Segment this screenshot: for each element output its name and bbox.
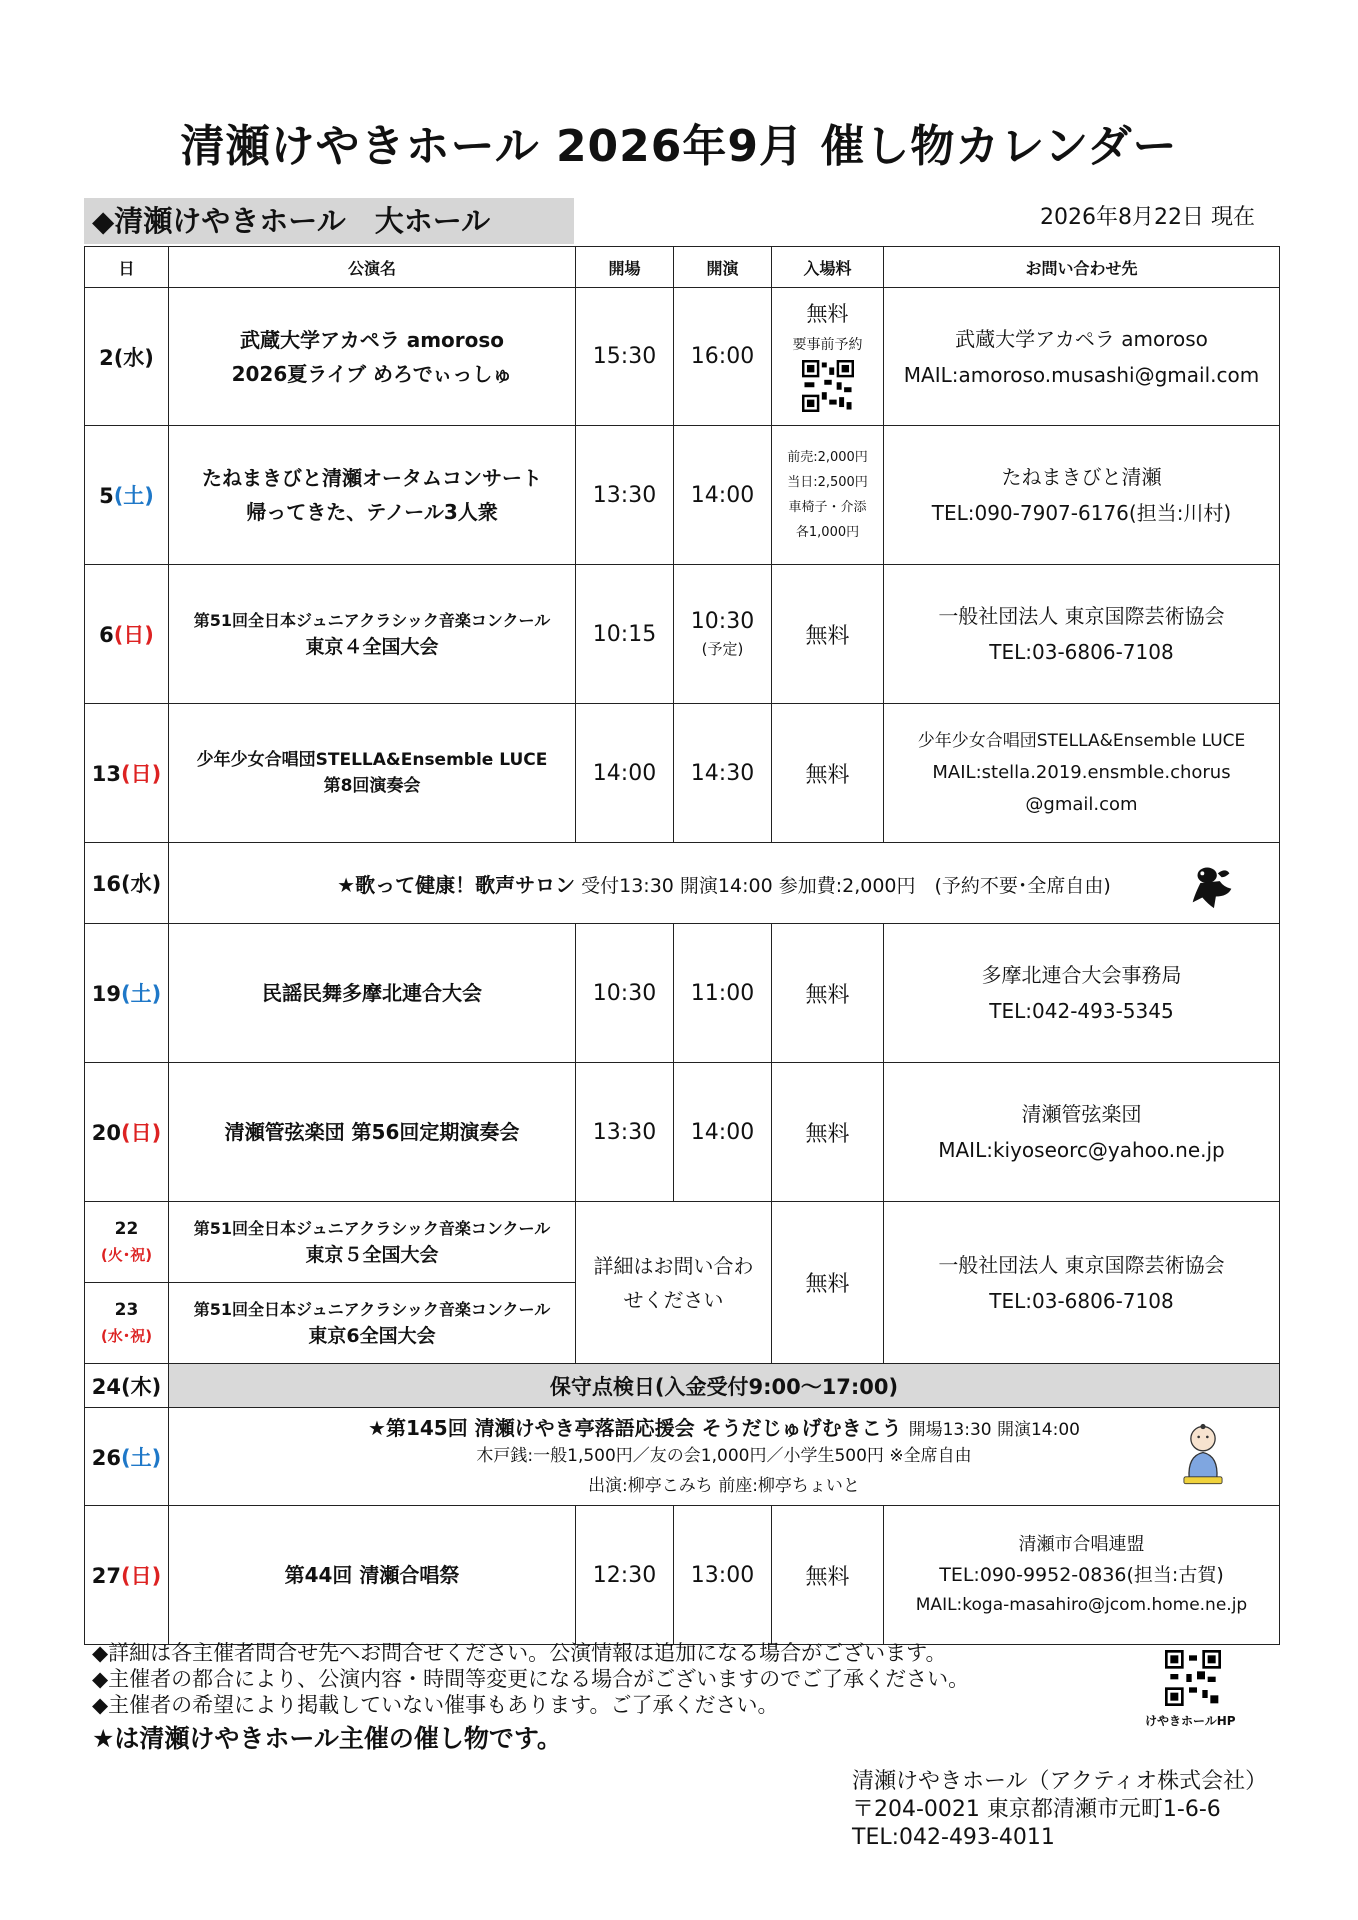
event-fee: 無料	[772, 924, 884, 1063]
event-open-time: 12:30	[576, 1506, 674, 1645]
event-name-line: 東京４全国大会	[305, 636, 439, 658]
contact-name: 清瀬市合唱連盟	[1018, 1534, 1145, 1555]
event-day	[85, 1408, 169, 1506]
event-contact	[884, 1063, 1280, 1202]
contact-phone: TEL:03-6806-7108	[989, 1288, 1174, 1313]
event-calendar-table	[84, 246, 1280, 1645]
header-start: 開演	[674, 247, 772, 288]
contact-name: 少年少女合唱団STELLA&Ensemble LUCE	[917, 731, 1246, 751]
note-star-legend: ★は清瀬けやきホール主催の催し物です。	[92, 1724, 562, 1753]
event-open-time: 14:00	[576, 704, 674, 843]
contact-name: たねまきびと清瀬	[1001, 465, 1162, 489]
event-name-line: 東京５全国大会	[305, 1244, 439, 1266]
event-start-time: 11:00	[674, 924, 772, 1063]
mascot-icon	[1183, 853, 1241, 913]
fee-label: 無料	[806, 301, 849, 326]
event-start-time: 13:00	[674, 1506, 772, 1645]
fee-line: 当日:2,500円	[787, 475, 868, 490]
weekday-label: (日)	[121, 1564, 162, 1588]
event-day: 24(木)	[85, 1364, 169, 1408]
event-fee: 無料	[772, 1063, 884, 1202]
start-time-value: 10:30	[690, 609, 755, 634]
day-number: 13	[91, 762, 122, 786]
start-time-note: (予定)	[701, 640, 744, 658]
table-header-row	[85, 247, 1280, 288]
fee-line: 各1,000円	[795, 525, 860, 540]
table-row	[85, 1364, 1280, 1408]
contact-phone: TEL:042-493-5345	[989, 999, 1174, 1023]
event-name	[169, 1283, 576, 1364]
event-name	[169, 288, 576, 426]
event-time-note: 詳細はお問い合わせください	[576, 1202, 772, 1364]
fee-note: 要事前予約	[792, 336, 863, 353]
event-name-line: 武蔵大学アカペラ amoroso	[239, 327, 505, 352]
event-fee	[772, 288, 884, 426]
day-number: 27	[91, 1564, 122, 1588]
event-contact	[884, 924, 1280, 1063]
table-row	[85, 843, 1280, 924]
day-number: 19	[91, 982, 122, 1006]
event-performer-line: 出演:柳亭こみち 前座:柳亭ちょいと	[588, 1476, 860, 1496]
footer-phone: TEL:042-493-4011	[852, 1825, 1055, 1850]
as-of-date: 2026年8月22日 現在	[1040, 205, 1255, 230]
notes-section	[92, 1640, 969, 1752]
event-name-line: 2026夏ライブ めろでぃっしゅ	[231, 361, 513, 386]
event-day	[85, 1283, 169, 1364]
event-detail: 受付13:30 開演14:00 参加費:2,000円 (予約不要･全席自由)	[581, 874, 1111, 897]
weekday-label: (水･祝)	[100, 1327, 153, 1345]
header-contact: お問い合わせ先	[884, 247, 1280, 288]
note-line: ◆主催者の都合により、公演内容・時間等変更になる場合がございますのでご了承ください。	[92, 1667, 970, 1691]
contact-name: 武蔵大学アカペラ amoroso	[955, 326, 1208, 351]
footer-address	[852, 1768, 1267, 1852]
event-contact	[884, 1506, 1280, 1645]
table-row	[85, 1063, 1280, 1202]
weekday-label: (日)	[113, 623, 154, 647]
contact-name: 一般社団法人 東京国際芸術協会	[938, 1252, 1225, 1277]
contact-name: 一般社団法人 東京国際芸術協会	[938, 604, 1225, 628]
event-contact	[884, 288, 1280, 426]
contact-email: MAIL:kiyoseorc@yahoo.ne.jp	[938, 1138, 1225, 1162]
weekday-label: (日)	[121, 762, 162, 786]
event-name	[169, 704, 576, 843]
header-day: 日	[85, 247, 169, 288]
event-name: 民謡民舞多摩北連合大会	[169, 924, 576, 1063]
weekday-label: (土)	[113, 484, 154, 508]
event-open-time: 13:30	[576, 426, 674, 565]
event-day	[85, 1202, 169, 1283]
contact-email-domain: @gmail.com	[1025, 794, 1138, 815]
day-number: 5	[99, 484, 114, 508]
event-name	[169, 565, 576, 704]
event-contact	[884, 426, 1280, 565]
contact-phone: TEL:03-6806-7108	[989, 640, 1174, 664]
event-title: ★歌って健康！歌声サロン	[337, 872, 576, 897]
event-day	[85, 565, 169, 704]
event-title: ★第145回 清瀬けやき亭落語応援会 そうだじゅげむきこう	[368, 1416, 902, 1440]
event-open-time: 10:30	[576, 924, 674, 1063]
qr-label: けやきホールHP	[1145, 1714, 1236, 1728]
table-row	[85, 288, 1280, 426]
note-line: ◆詳細は各主催者問合せ先へお問合せください。公演情報は追加になる場合がございます。	[92, 1641, 947, 1665]
table-row	[85, 704, 1280, 843]
qr-code-icon[interactable]	[802, 360, 854, 412]
page-title: 清瀬けやきホール 2026年9月 催し物カレンダー	[180, 121, 1178, 172]
contact-phone: TEL:090-9952-0836(担当:古賀)	[939, 1564, 1224, 1586]
event-day	[85, 1506, 169, 1645]
event-name	[169, 1202, 576, 1283]
event-open-time: 10:15	[576, 565, 674, 704]
event-start-time: 14:00	[674, 1063, 772, 1202]
day-number: 20	[91, 1121, 122, 1145]
day-number: 26	[91, 1445, 122, 1470]
contact-name: 多摩北連合大会事務局	[981, 963, 1182, 987]
event-name-line: 第8回演奏会	[323, 776, 421, 796]
event-contact	[884, 1202, 1280, 1364]
weekday-label: (火･祝)	[100, 1246, 153, 1264]
table-row	[85, 426, 1280, 565]
event-day	[85, 426, 169, 565]
table-row	[85, 1202, 1280, 1283]
event-day: 2(水)	[85, 288, 169, 426]
fee-line: 前売:2,000円	[787, 450, 868, 465]
contact-email: MAIL:amoroso.musashi@gmail.com	[903, 362, 1260, 387]
event-name-line: 第51回全日本ジュニアクラシック音楽コンクール	[193, 611, 551, 630]
event-time: 開場13:30 開演14:00	[908, 1420, 1080, 1440]
table-row	[85, 565, 1280, 704]
event-start-time: 14:00	[674, 426, 772, 565]
contact-name: 清瀬管弦楽団	[1021, 1102, 1142, 1126]
event-name: 清瀬管弦楽団 第56回定期演奏会	[169, 1063, 576, 1202]
footer-address-line: 〒204-0021 東京都清瀬市元町1-6-6	[852, 1797, 1221, 1822]
hall-website-qr-icon[interactable]	[1165, 1650, 1221, 1706]
weekday-label: (土)	[121, 982, 162, 1006]
event-banner	[169, 1408, 1280, 1506]
table-row	[85, 924, 1280, 1063]
header-open: 開場	[576, 247, 674, 288]
maintenance-banner: 保守点検日(入金受付9:00～17:00)	[169, 1364, 1280, 1408]
fee-line: 車椅子・介添	[788, 500, 867, 515]
weekday-label: (日)	[121, 1121, 162, 1145]
weekday-label: (土)	[121, 1445, 162, 1470]
event-day: 16(水)	[85, 843, 169, 924]
footer-org: 清瀬けやきホール（アクティオ株式会社）	[852, 1769, 1268, 1794]
event-fee: 無料	[772, 565, 884, 704]
event-open-time: 15:30	[576, 288, 674, 426]
event-fee: 無料	[772, 1202, 884, 1364]
event-start-time	[674, 565, 772, 704]
event-name: 第44回 清瀬合唱祭	[169, 1506, 576, 1645]
event-name-line: 第51回全日本ジュニアクラシック音楽コンクール	[193, 1219, 551, 1238]
event-name-line: 第51回全日本ジュニアクラシック音楽コンクール	[193, 1300, 551, 1319]
contact-email: MAIL:koga-masahiro@jcom.home.ne.jp	[915, 1595, 1248, 1615]
header-name: 公演名	[169, 247, 576, 288]
event-fee: 無料	[772, 704, 884, 843]
event-name-line: 少年少女合唱団STELLA&Ensemble LUCE	[196, 750, 548, 770]
table-row	[85, 1408, 1280, 1506]
event-day	[85, 924, 169, 1063]
event-name-line: たねまきびと清瀬オータムコンサート	[202, 466, 542, 490]
event-day	[85, 1063, 169, 1202]
event-fee	[772, 426, 884, 565]
header-fee: 入場料	[772, 247, 884, 288]
event-start-time: 14:30	[674, 704, 772, 843]
note-line: ◆主催者の希望により掲載していない催事もあります。ご了承ください。	[92, 1693, 779, 1717]
event-contact	[884, 704, 1280, 843]
day-number: 22	[114, 1219, 139, 1239]
event-name-line: 東京6全国大会	[308, 1325, 436, 1347]
contact-email: MAIL:stella.2019.ensmble.chorus	[932, 762, 1231, 783]
contact-phone: TEL:090-7907-6176(担当:川村)	[931, 501, 1232, 525]
section-heading: ◆清瀬けやきホール 大ホール	[84, 198, 574, 244]
event-banner	[169, 843, 1280, 924]
event-title-line	[169, 1412, 1279, 1441]
table-row	[85, 1506, 1280, 1645]
rakugo-performer-icon	[1177, 1420, 1229, 1492]
event-name	[169, 426, 576, 565]
event-day	[85, 704, 169, 843]
event-start-time: 16:00	[674, 288, 772, 426]
event-name-line: 帰ってきた、テノール3人衆	[246, 500, 498, 524]
event-contact	[884, 565, 1280, 704]
event-fee: 無料	[772, 1506, 884, 1645]
event-open-time: 13:30	[576, 1063, 674, 1202]
event-price-line: 木戸銭:一般1,500円／友の会1,000円／小学生500円 ※全席自由	[476, 1446, 972, 1466]
day-number: 6	[99, 623, 114, 647]
day-number: 23	[114, 1300, 139, 1320]
